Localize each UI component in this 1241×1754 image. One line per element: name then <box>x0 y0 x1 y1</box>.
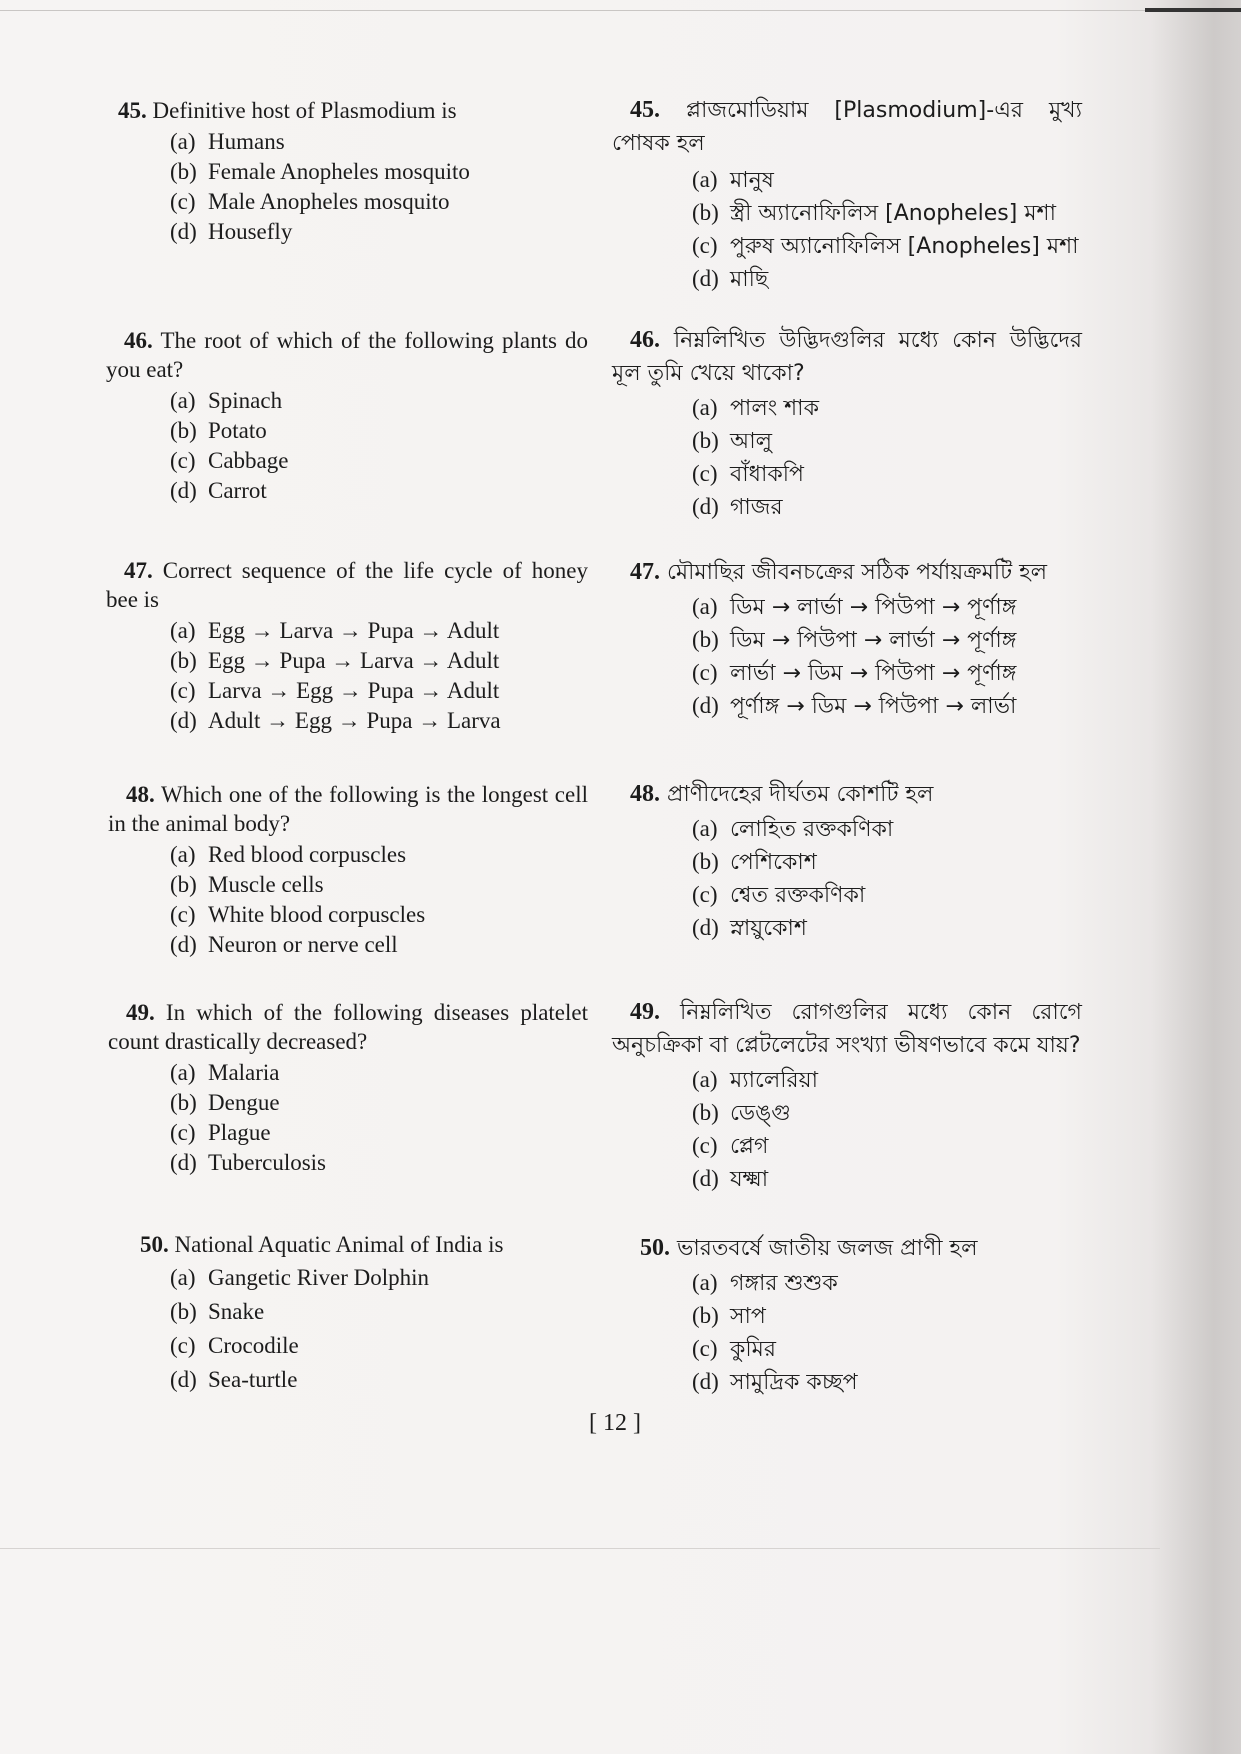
option-b: (b) Female Anopheles mosquito <box>170 159 470 184</box>
question-stem: প্রাণীদেহের দীর্ঘতম কোশটি হল <box>667 782 934 807</box>
option-b: (b) আলু <box>692 428 773 454</box>
question-stem: মৌমাছির জীবনচক্রের সঠিক পর্যায়ক্রমটি হল <box>667 560 1048 585</box>
option-list <box>108 840 588 960</box>
scan-top-edge <box>0 10 1241 11</box>
option-a: (a) ডিম → লার্ভা → পিউপা → পূর্ণাঙ্গ <box>692 594 1017 620</box>
question-stem: নিম্নলিখিত রোগগুলির মধ্যে কোন রোগে অনুচক্রিকা বা প্লেটলেটের সংখ্যা ভীষণভাবে কমে যায়? <box>612 1000 1082 1058</box>
question-stem: The root of which of the following plants do you eat? <box>106 328 588 382</box>
option-a: (a) Egg → Larva → Pupa → Adult <box>170 618 500 643</box>
option-d: (d) Adult → Egg → Pupa → Larva <box>170 708 501 733</box>
option-b: (b) স্ত্রী অ্যানোফিলিস [Anopheles] মশা <box>692 200 1056 226</box>
question-number: 48. <box>126 782 155 807</box>
question-46-bn <box>612 324 1082 524</box>
question-stem: ভারতবর্ষে জাতীয় জলজ প্রাণী হল <box>677 1236 978 1261</box>
option-c: (c) কুমির <box>692 1336 777 1362</box>
option-b: (b) ডেঙ্গু <box>692 1100 791 1126</box>
option-a: (a) মানুষ <box>692 167 774 193</box>
question-number: 45. <box>118 98 147 123</box>
question-number: 49. <box>126 1000 155 1025</box>
scan-corner-mark <box>1145 8 1241 12</box>
option-c: (c) Male Anopheles mosquito <box>170 189 450 214</box>
question-49-bn <box>612 996 1082 1196</box>
question-49-en <box>108 998 588 1178</box>
option-d: (d) Carrot <box>170 478 267 503</box>
option-c: (c) শ্বেত রক্তকণিকা <box>692 882 866 908</box>
scan-bottom-edge <box>0 1548 1160 1549</box>
option-c: (c) Cabbage <box>170 448 289 473</box>
option-c: (c) পুরুষ অ্যানোফিলিস [Anopheles] মশা <box>692 233 1079 259</box>
question-stem: প্লাজমোডিয়াম [Plasmodium]-এর মুখ্য পোষক হল <box>612 98 1082 156</box>
option-list <box>612 813 1082 945</box>
option-d: (d) মাছি <box>692 266 769 292</box>
option-b: (b) ডিম → পিউপা → লার্ভা → পূর্ণাঙ্গ <box>692 627 1017 653</box>
question-number: 50. <box>640 1235 670 1261</box>
option-list <box>612 392 1082 524</box>
option-c: (c) Crocodile <box>170 1333 299 1358</box>
page-gutter-shadow <box>1151 0 1241 1754</box>
question-50-bn <box>612 1232 1082 1399</box>
option-b: (b) সাপ <box>692 1303 766 1329</box>
option-list <box>612 1267 1082 1399</box>
option-list <box>108 1058 588 1178</box>
question-stem: Correct sequence of the life cycle of honey bee is <box>106 558 588 612</box>
option-a: (a) Humans <box>170 129 285 154</box>
option-b: (b) Potato <box>170 418 267 443</box>
option-list <box>140 1261 610 1397</box>
option-c: (c) Plague <box>170 1120 271 1145</box>
option-d: (d) পূর্ণাঙ্গ → ডিম → পিউপা → লার্ভা <box>692 693 1017 719</box>
option-a: (a) ম্যালেরিয়া <box>692 1067 818 1093</box>
option-list <box>612 1064 1082 1196</box>
option-d: (d) Housefly <box>170 219 293 244</box>
question-46-en <box>106 326 588 506</box>
option-b: (b) Muscle cells <box>170 872 324 897</box>
option-d: (d) যক্ষ্মা <box>692 1166 769 1192</box>
question-number: 46. <box>630 327 660 353</box>
question-stem: National Aquatic Animal of India is <box>174 1232 504 1257</box>
question-50-en <box>140 1230 610 1397</box>
option-c: (c) লার্ভা → ডিম → পিউপা → পূর্ণাঙ্গ <box>692 660 1017 686</box>
option-c: (c) Larva → Egg → Pupa → Adult <box>170 678 500 703</box>
option-a: (a) পালং শাক <box>692 395 819 421</box>
question-number: 47. <box>124 558 153 583</box>
question-47-en <box>106 556 588 736</box>
question-48-en <box>108 780 588 960</box>
option-c: (c) বাঁধাকপি <box>692 461 804 487</box>
question-number: 48. <box>630 781 660 807</box>
question-45-bn <box>612 94 1082 296</box>
option-list <box>612 591 1082 723</box>
option-a: (a) Gangetic River Dolphin <box>170 1265 430 1290</box>
option-b: (b) Dengue <box>170 1090 280 1115</box>
option-d: (d) স্নায়ুকোশ <box>692 915 807 941</box>
option-d: (d) গাজর <box>692 494 783 520</box>
question-48-bn <box>612 778 1082 945</box>
question-number: 47. <box>630 559 660 585</box>
option-b: (b) Snake <box>170 1299 265 1324</box>
question-number: 46. <box>124 328 153 353</box>
question-stem: নিম্নলিখিত উদ্ভিদগুলির মধ্যে কোন উদ্ভিদের মূল তুমি খেয়ে থাকো? <box>612 328 1082 386</box>
option-d: (d) Tuberculosis <box>170 1150 326 1175</box>
option-a: (a) লোহিত রক্তকণিকা <box>692 816 894 842</box>
question-45-en <box>118 96 588 247</box>
option-b: (b) Egg → Pupa → Larva → Adult <box>170 648 500 673</box>
question-stem: In which of the following diseases platelet count drastically decreased? <box>108 1000 589 1054</box>
option-list <box>106 386 588 506</box>
option-a: (a) গঙ্গার শুশুক <box>692 1270 838 1296</box>
option-a: (a) Spinach <box>170 388 283 413</box>
option-b: (b) পেশিকোশ <box>692 849 817 875</box>
option-c: (c) White blood corpuscles <box>170 902 426 927</box>
option-d: (d) সামুদ্রিক কচ্ছপ <box>692 1369 858 1395</box>
question-number: 49. <box>630 999 660 1025</box>
question-47-bn <box>612 556 1082 723</box>
option-a: (a) Red blood corpuscles <box>170 842 407 867</box>
option-list <box>106 616 588 736</box>
question-number: 45. <box>630 97 660 123</box>
page-number: [ 12 ] <box>589 1410 641 1436</box>
option-c: (c) প্লেগ <box>692 1133 769 1159</box>
option-d: (d) Neuron or nerve cell <box>170 932 398 957</box>
option-list <box>612 164 1082 296</box>
option-d: (d) Sea-turtle <box>170 1367 298 1392</box>
question-number: 50. <box>140 1232 169 1257</box>
question-stem: Which one of the following is the longest cell in the animal body? <box>108 782 588 836</box>
question-stem: Definitive host of Plasmodium is <box>152 98 457 123</box>
option-list <box>118 127 588 247</box>
option-a: (a) Malaria <box>170 1060 280 1085</box>
